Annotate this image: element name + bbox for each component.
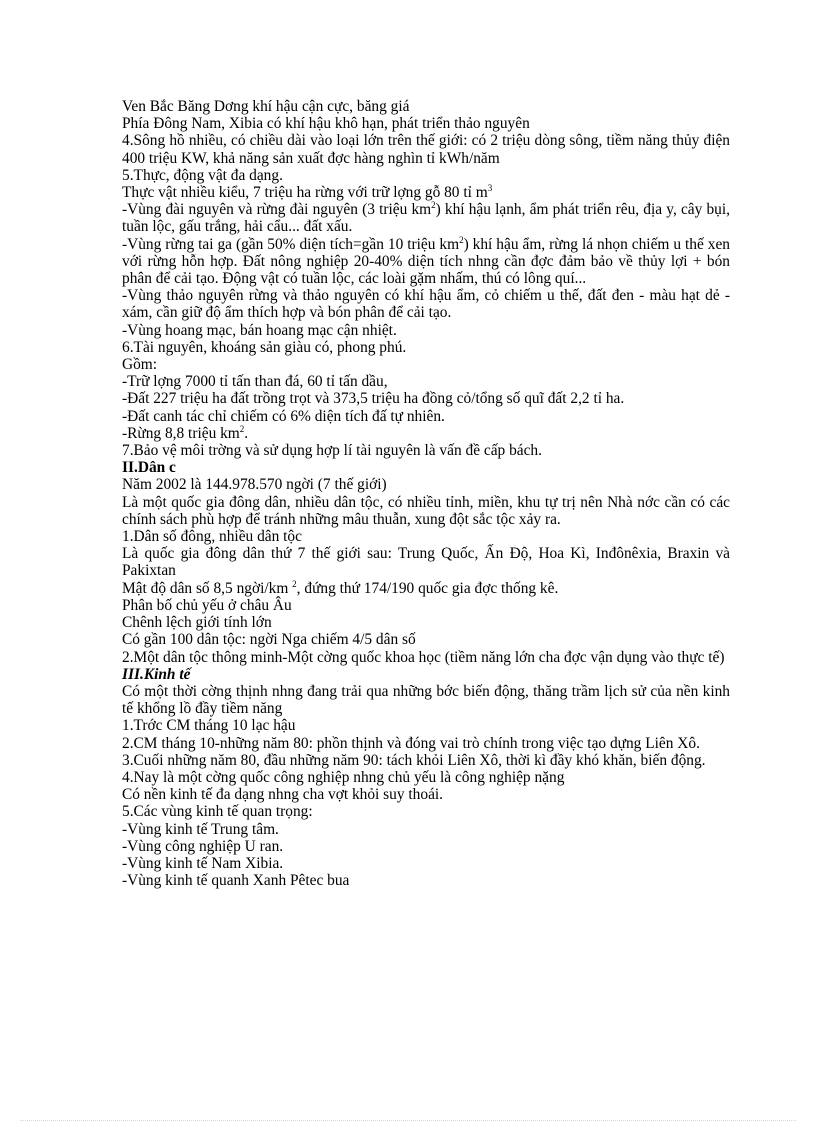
document-page: [122, 98, 730, 889]
text-paragraph: 2.Một dân tộc thông minh-Một cờng quốc khoa học (tiềm năng lớn cha đợc vận dụng vào thực tế): [122, 648, 725, 666]
text-span: -Vùng đài nguyên và rừng đài nguyên (3 triệu km: [122, 201, 432, 219]
text-span: .: [244, 424, 249, 442]
superscript: 2: [459, 234, 464, 245]
list-item: -Vùng kinh tế quanh Xanh Pêtec bua: [122, 872, 350, 890]
text-line: [122, 580, 730, 597]
text-line: Năm 2002 là 144.978.570 ngời (7 thế giới): [122, 476, 387, 494]
text-span: ) khí hậu lạnh, ẩm phát triển rêu, địa y, cây bụi, tuần lộc, gấu trắng, hải cẩu... đất xấu.: [122, 201, 731, 236]
heading-economy: III.Kinh tế: [122, 665, 191, 683]
text-span: -Vùng rừng tai ga (gần 50% diện tích=gần 10 triệu km: [122, 235, 460, 253]
text-paragraph: Là một quốc gia đông dân, nhiều dân tộc, có nhiều tỉnh, miền, khu tự trị nên Nhà nớc cần có các chính sách phù hợp để tránh những mâu thuẫn, xung đột sắc tộc xảy ra.: [122, 493, 730, 528]
superscript: 2: [431, 200, 436, 211]
text-line: Có nền kinh tế đa dạng nhng cha vợt khỏi suy thoái.: [122, 786, 444, 804]
heading-population: II.Dân c: [122, 459, 176, 477]
text-paragraph: 3.Cuối những năm 80, đầu những năm 90: tách khỏi Liên Xô, thời kì đầy khó khăn, biến động.: [122, 751, 706, 769]
superscript: 3: [487, 183, 493, 194]
text-paragraph: Là quốc gia đông dân thứ 7 thế giới sau: Trung Quốc, Ấn Độ, Hoa Kì, Inđônêxia, Braxin và Pakixtan: [122, 545, 730, 580]
superscript: 2: [239, 423, 245, 434]
text-span: ) khí hậu ẩm, rừng lá nhọn chiếm u thế xen với rừng hỗn hợp. Đất nông nghiệp 20-40% diện tích nhng cần đợc đảm bảo về thủy lợi + bón phân để cải tạo. Động vật có tuần lộc, các loài gặm nhấm, thú có lông quí...: [122, 235, 730, 288]
text-span: -Rừng 8,8 triệu km: [122, 424, 240, 442]
text-line: Ven Bắc Băng Dơng khí hậu cận cực, băng giá: [122, 98, 410, 115]
text-line: 1.Trớc CM tháng 10 lạc hậu: [122, 717, 296, 735]
text-span: Mật độ dân số 8,5 ngời/km: [122, 579, 293, 597]
text-line: Chênh lệch giới tính lớn: [122, 614, 272, 632]
section-heading-resources: 6.Tài nguyên, khoáng sản giàu có, phong phú.: [122, 338, 407, 356]
text-span: , đứng thứ 174/190 quốc gia đợc thống kê.: [296, 579, 559, 597]
text-line: Có gần 100 dân tộc: ngời Nga chiếm 4/5 dân số: [122, 631, 416, 649]
section-heading-population-size: 1.Dân số đông, nhiều dân tộc: [122, 528, 302, 546]
text-line: [122, 425, 730, 442]
text-line: [122, 184, 730, 201]
list-item: -Vùng kinh tế Trung tâm.: [122, 820, 279, 838]
text-paragraph: 4.Sông hồ nhiều, có chiều dài vào loại lớn trên thế giới: có 2 triệu dòng sông, tiềm năng thủy điện 400 triệu KW, khả năng sản xuất đợc hàng nghìn tỉ kWh/năm: [122, 132, 730, 167]
text-line: -Trữ lợng 7000 tỉ tấn than đá, 60 tỉ tấn dầu,: [122, 373, 388, 391]
page-bottom-divider: [20, 1120, 796, 1121]
text-paragraph: 2.CM tháng 10-những năm 80: phồn thịnh và đóng vai trò chính trong việc tạo dựng Liên Xô.: [122, 734, 700, 752]
section-heading-economic-regions: 5.Các vùng kinh tế quan trọng:: [122, 803, 313, 821]
superscript: 2: [292, 578, 297, 589]
text-line: 4.Nay là một cờng quốc công nghiệp nhng chủ yếu là công nghiệp nặng: [122, 768, 565, 786]
section-heading-flora-fauna: 5.Thực, động vật đa dạng.: [122, 166, 283, 184]
text-line: Gồm:: [122, 356, 158, 374]
text-span: Thực vật nhiều kiểu, 7 triệu ha rừng với trữ lợng gỗ 80 tỉ m: [122, 184, 488, 202]
text-line: -Đất canh tác chỉ chiếm có 6% diện tích đấ tự nhiên.: [122, 407, 445, 425]
text-paragraph: [122, 236, 730, 288]
text-paragraph: Có một thời cờng thịnh nhng đang trải qua những bớc biến động, thăng trầm lịch sử của nền kinh tế khổng lồ đầy tiềm năng: [122, 682, 730, 718]
text-line: Phân bố chủ yếu ở châu Âu: [122, 596, 292, 614]
text-line: Phía Đông Nam, Xibia có khí hậu khô hạn, phát triển thảo nguyên: [122, 115, 530, 133]
text-paragraph: -Đất 227 triệu ha đất trồng trọt và 373,5 triệu ha đồng cỏ/tổng số quĩ đất 2,2 tỉ ha.: [122, 390, 625, 408]
list-item: -Vùng công nghiệp U ran.: [122, 837, 284, 855]
list-item: -Vùng kinh tế Nam Xibia.: [122, 854, 284, 872]
section-heading-environment: 7.Bảo vệ môi trờng và sử dụng hợp lí tài nguyên là vấn đề cấp bách.: [122, 442, 542, 460]
text-paragraph: [122, 201, 730, 235]
text-paragraph: -Vùng thảo nguyên rừng và thảo nguyên có khí hậu ẩm, cỏ chiếm u thế, đất đen - màu hạt dẻ - xám, cần giữ độ ẩm thích hợp và bón phân để cải tạo.: [122, 287, 730, 322]
text-line: -Vùng hoang mạc, bán hoang mạc cận nhiệt.: [122, 321, 397, 339]
